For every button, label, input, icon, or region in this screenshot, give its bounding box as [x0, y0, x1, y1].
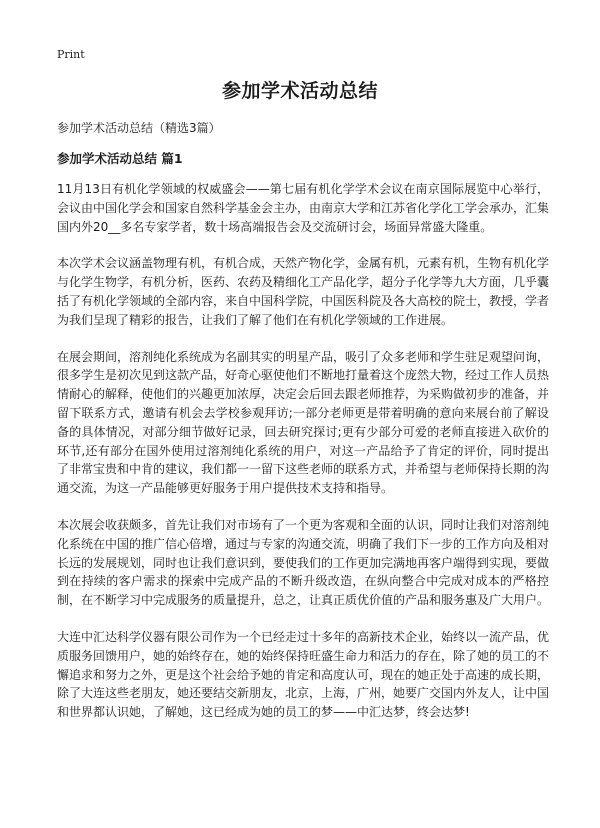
paragraph: 大连中汇达科学仪器有限公司作为一个已经走过十多年的高新技术企业，始终以一流产品，优质服务回馈用户，她的始终存在，她的始终保持旺盛生命力和活力的存在，除了她的员工的不懈追求和努力之外，更是这个社会给予她的肯定和高度认可，现在的她正处于高速的成长期，除了大连这些老朋友，她还要结交新朋友，北京，上海，广州，她要广交国内外友人，让中国和世界都认识她，了解她，这已经成为她的员工的梦——中汇达梦，终会达梦! — [57, 629, 550, 720]
section-heading: 参加学术活动总结 篇1 — [57, 151, 183, 166]
article-body — [57, 180, 549, 740]
document-title: 参加学术活动总结 — [221, 80, 378, 102]
paragraph: 在展会期间，溶剂纯化系统成为名副其实的明星产品，吸引了众多老师和学生驻足观望问询，很多学生是初次见到这款产品，好奇心驱使他们不断地打量着这个庞然大物，经过工作人员热情耐心的解释，使他们的兴趣更加浓厚，决定会后回去跟老师推荐，为采购做初步的准备，并留下联系方式，邀请有机会去学校参观拜访;一部分老师更是带着明确的意向来展台前了解设备的具体情况，对部分细节做好记录，回去研究探讨;更有少部分可爱的老师直接进入砍价的环节,还有部分在国外使用过溶剂纯化系统的用户，对这一产品给予了肯定的评价，同时提出了非常宝贵和中肯的建议，我们都一一留下这些老师的联系方式，并希望与老师保持长期的沟通交流，为这一产品能够更好服务于用户提供技术支持和指导。 — [57, 349, 550, 496]
paragraph: 本次展会收获颇多，首先让我们对市场有了一个更为客观和全面的认识，同时让我们对溶剂纯化系统在中国的推广信心倍增，通过与专家的沟通交流，明确了我们下一步的工作方向及相对长远的发展规划，同时也让我们意识到，要使我们的工作更加完满地再客户端得到实现，要做到在持续的客户需求的探索中完成产品的不断升级改造，在纵向整合中完成对成本的严格控制，在不断学习中完成服务的质量提升，总之，让真正质优价值的产品和服务惠及广大用户。 — [57, 517, 550, 608]
document-subtitle: 参加学术活动总结（精选3篇） — [57, 121, 221, 135]
paragraph: 本次学术会议涵盖物理有机，有机合成，天然产物化学，金属有机，元素有机，生物有机化学与化学生物学，有机分析，医药、农药及精细化工产品化学，超分子化学等九大方面，几乎囊括了有机化学领域的全部内容，来自中国科学院，中国医科院及各大高校的院士，教授，学者为我们呈现了精彩的报告，让我们了解了他们在有机化学领域的工作进展。 — [57, 256, 550, 327]
paragraph: 11月13日有机化学领域的权威盛会——第七届有机化学学术会议在南京国际展览中心举行，会议由中国化学会和国家自然科学基金会主办，由南京大学和江苏省化学化工学会承办，汇集国内外20__多名专家学者，数十场高端报告会及交流研讨会，场面异常盛大隆重。 — [57, 182, 550, 234]
print-link[interactable]: Print — [57, 48, 85, 61]
